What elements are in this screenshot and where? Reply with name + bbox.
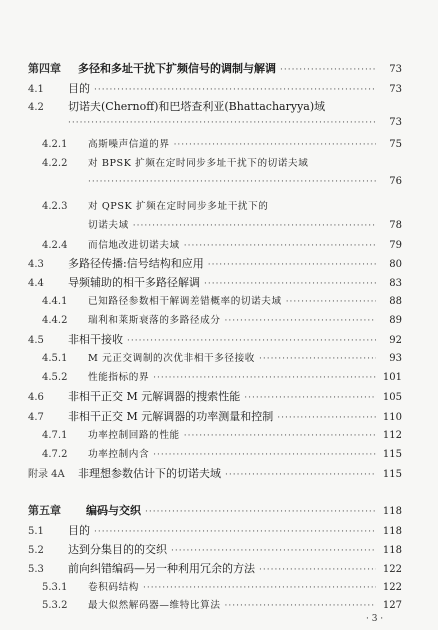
entry-number: 4.7.2: [42, 449, 68, 460]
entry-title: 瑞利和莱斯衰落的多路径成分: [88, 315, 221, 326]
entry-number: 第四章: [28, 62, 61, 75]
leader-dots: [143, 583, 376, 593]
entry-number: 5.3.1: [42, 582, 68, 593]
entry-page: 101: [382, 372, 402, 383]
toc-entry-4-5[interactable]: [28, 331, 402, 349]
entry-number: 4.5.1: [42, 353, 68, 364]
toc-entry-4-1[interactable]: [28, 80, 402, 98]
toc-entry-5-3[interactable]: [28, 560, 402, 578]
entry-number: 4.5: [28, 335, 44, 346]
leader-dots: [133, 221, 376, 231]
toc-entry-4-2-3-continuation: [88, 217, 402, 235]
entry-page: 115: [382, 469, 402, 480]
entry-number: 4.2.3: [42, 201, 68, 212]
entry-title: 非相干正交 M 元解调器的功率测量和控制: [68, 410, 274, 423]
toc-entry-4-4-1[interactable]: [42, 293, 402, 311]
leader-dots: [153, 450, 376, 460]
entry-number: 第五章: [28, 504, 61, 517]
entry-title: 卷积码结构: [88, 582, 139, 593]
entry-page: 73: [389, 117, 402, 128]
leader-dots: [225, 601, 376, 611]
entry-page: 118: [382, 526, 402, 537]
entry-title: 前向纠错编码—另一种利用冗余的方法: [68, 562, 255, 575]
entry-page: 89: [389, 315, 402, 326]
entry-number: 4.7: [28, 412, 44, 423]
entry-title: 对 BPSK 扩频在定时同步多址干扰下的切诺夫域: [88, 158, 309, 169]
entry-title: 非理想参数估计下的切诺夫域: [78, 467, 221, 480]
entry-page: 127: [382, 600, 402, 611]
entry-title: M 元正交调制的次优非相干多径接收: [88, 353, 255, 364]
entry-page: 93: [389, 353, 402, 364]
entry-number: 4.6: [28, 392, 44, 403]
entry-page: 83: [389, 278, 402, 289]
leader-dots: [259, 565, 376, 575]
toc-entry-appendix-4a[interactable]: [28, 465, 402, 483]
entry-number: 5.3: [28, 564, 44, 575]
leader-dots: [280, 65, 376, 75]
entry-title: 高斯噪声信道的界: [88, 139, 170, 150]
entry-number: 4.2: [28, 102, 44, 113]
entry-title: 导频辅助的相干多路径解调: [68, 276, 200, 289]
entry-page: 118: [382, 545, 402, 556]
leader-dots: [68, 118, 376, 128]
entry-title: 目的: [68, 524, 90, 537]
toc-entry-4-2-1[interactable]: [42, 136, 402, 154]
entry-page: 118: [382, 506, 402, 517]
entry-page: 112: [382, 430, 402, 441]
leader-dots: [145, 507, 376, 517]
toc-entry-4-2-3[interactable]: [42, 198, 402, 216]
leader-dots: [184, 241, 376, 251]
entry-number: 4.4.2: [42, 315, 68, 326]
toc-entry-4-2-4[interactable]: [42, 237, 402, 255]
leader-dots: [204, 279, 376, 289]
toc-entry-chapter-5[interactable]: [28, 502, 402, 520]
toc-entry-4-2-continuation: [68, 117, 402, 135]
entry-number: 4.3: [28, 259, 44, 270]
toc-entry-chapter-4[interactable]: [28, 60, 402, 78]
entry-title: 功率控制内含: [88, 449, 150, 460]
toc-entry-5-3-1[interactable]: [42, 579, 402, 597]
entry-title: 非相干正交 M 元解调器的搜索性能: [68, 390, 241, 403]
leader-dots: [174, 140, 376, 150]
toc-entry-4-7-2[interactable]: [42, 446, 402, 464]
toc-entry-4-2-2[interactable]: [42, 155, 402, 173]
leader-dots: [286, 297, 376, 307]
leader-dots: [171, 546, 376, 556]
toc-entry-4-5-1[interactable]: [42, 350, 402, 368]
entry-number: 4.5.2: [42, 372, 68, 383]
toc-entry-5-2[interactable]: [28, 541, 402, 559]
toc-entry-5-3-2[interactable]: [42, 597, 402, 615]
entry-number: 4.2.1: [42, 139, 68, 150]
leader-dots: [208, 260, 376, 270]
leader-dots: [127, 336, 376, 346]
toc-entry-4-2-2-continuation: [88, 176, 402, 194]
entry-title: 非相干接收: [68, 333, 123, 346]
toc-entry-5-1[interactable]: [28, 522, 402, 540]
entry-title: 功率控制回路的性能: [88, 430, 180, 441]
leader-dots: [184, 431, 376, 441]
leader-dots: [244, 393, 376, 403]
entry-page: 80: [389, 259, 402, 270]
toc-entry-4-2[interactable]: [28, 98, 402, 116]
page-folio: · 3 ·: [366, 614, 384, 624]
leader-dots: [225, 470, 376, 480]
toc-entry-4-4-2[interactable]: [42, 312, 402, 330]
entry-title: 多径和多址干扰下扩频信号的调制与解调: [78, 62, 276, 75]
toc-entry-4-3[interactable]: [28, 255, 402, 273]
entry-page: 92: [389, 335, 402, 346]
entry-title: 多路径传播:信号结构和应用: [68, 257, 204, 270]
entry-title-continued: 切诺夫域: [88, 220, 129, 231]
entry-number: 4.2.4: [42, 240, 68, 251]
entry-title: 对 QPSK 扩频在定时同步多址干扰下的: [88, 201, 269, 212]
leader-dots: [277, 413, 376, 423]
entry-title: 目的: [68, 82, 90, 95]
entry-number: 4.4.1: [42, 296, 68, 307]
entry-page: 88: [389, 296, 402, 307]
entry-page: 115: [382, 449, 402, 460]
toc-entry-4-5-2[interactable]: [42, 369, 402, 387]
entry-title: 编码与交织: [86, 504, 141, 517]
entry-number: 4.2.2: [42, 158, 68, 169]
toc-entry-4-7[interactable]: [28, 408, 402, 426]
entry-number: 5.2: [28, 545, 44, 556]
leader-dots: [88, 177, 376, 187]
entry-number: 5.1: [28, 526, 44, 537]
entry-page: 105: [382, 392, 402, 403]
toc-entry-4-7-1[interactable]: [42, 427, 402, 445]
entry-page: 79: [389, 240, 402, 251]
leader-dots: [94, 527, 376, 537]
entry-page: 78: [389, 220, 402, 231]
entry-number: 5.3.2: [42, 600, 68, 611]
leader-dots: [259, 354, 376, 364]
entry-page: 75: [389, 139, 402, 150]
leader-dots: [153, 373, 376, 383]
entry-number: 4.4: [28, 278, 44, 289]
entry-page: 122: [382, 582, 402, 593]
entry-title: 切诺夫(Chernoff)和巴塔查利亚(Bhattacharyya)域: [68, 100, 326, 113]
entry-number: 4.1: [28, 84, 44, 95]
entry-page: 73: [389, 64, 402, 75]
entry-title: 达到分集目的的交织: [68, 543, 167, 556]
entry-title: 已知路径参数相干解调差错概率的切诺夫域: [88, 296, 282, 307]
entry-page: 110: [382, 412, 402, 423]
leader-dots: [225, 316, 376, 326]
entry-title: 性能指标的界: [88, 372, 150, 383]
entry-title: 最大似然解码器—维特比算法: [88, 600, 221, 611]
toc-entry-4-4[interactable]: [28, 274, 402, 292]
entry-page: 73: [389, 84, 402, 95]
entry-title: 而信地改进切诺夫域: [88, 240, 180, 251]
toc-entry-4-6[interactable]: [28, 388, 402, 406]
entry-number: 附录 4A: [28, 469, 65, 480]
leader-dots: [94, 85, 376, 95]
entry-page: 122: [382, 564, 402, 575]
entry-page: 76: [389, 176, 402, 187]
entry-number: 4.7.1: [42, 430, 68, 441]
